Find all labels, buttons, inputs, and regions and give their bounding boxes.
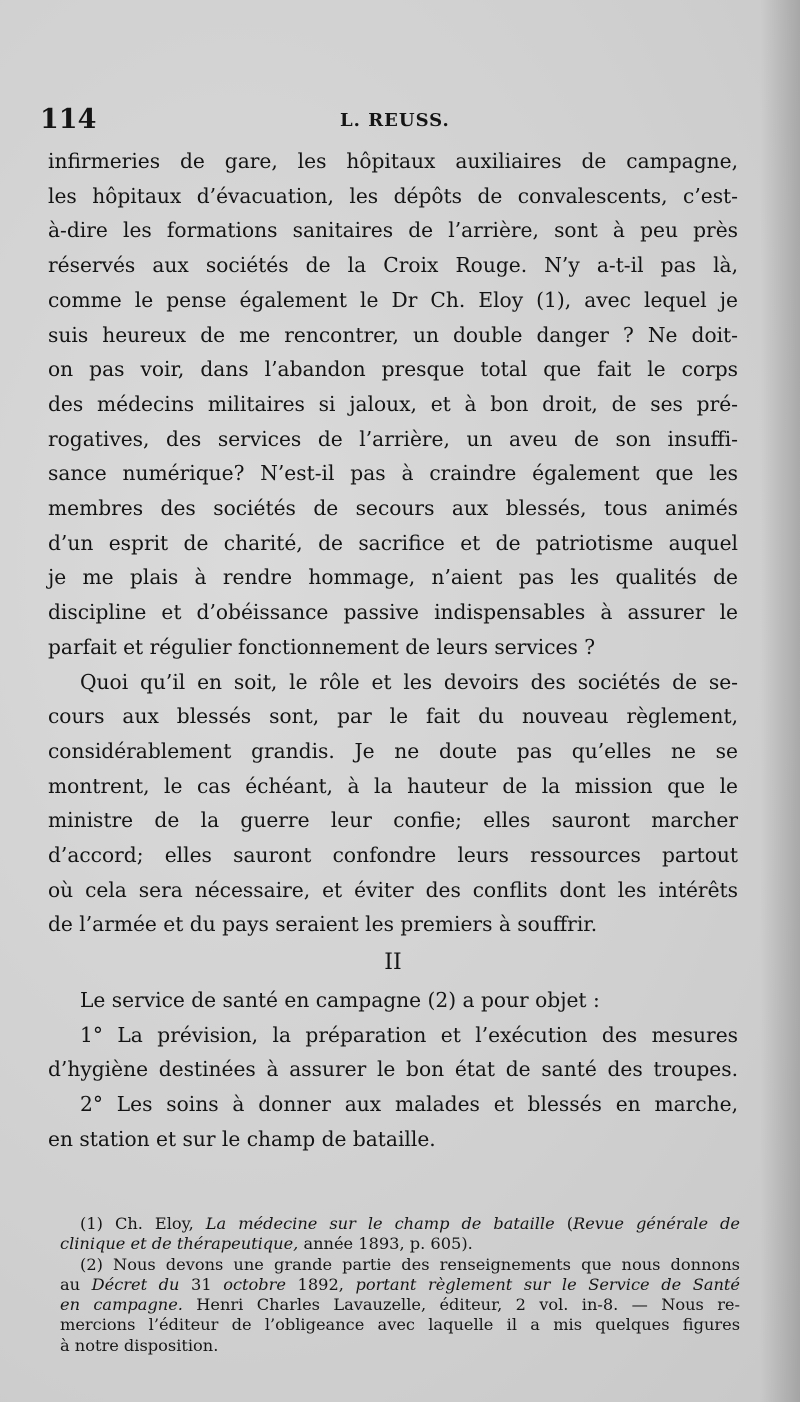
text-line: membres des sociétés de secours aux blessés, tous animés	[48, 496, 738, 521]
list-item-line: 1° La prévision, la préparation et l’exécution des mesures	[80, 1022, 738, 1047]
text-line: ministre de la guerre leur confie; elles sauront marcher	[48, 808, 738, 833]
text-line: montrent, le cas échéant, à la hauteur de la mission que le	[48, 773, 738, 798]
text-line: des médecins militaires si jaloux, et à bon droit, de ses pré-	[48, 391, 738, 416]
text-line: infirmeries de gare, les hôpitaux auxiliaires de campagne,	[48, 149, 738, 173]
text-line: d’un esprit de charité, de sacrifice et de patriotisme auquel	[48, 530, 738, 555]
footnote-italic-title: portant règlement sur le Service de Santé	[355, 1274, 740, 1294]
footnote-italic-title: Revue générale de	[573, 1214, 740, 1233]
text-line: discipline et d’obéissance passive indispensables à assurer le	[48, 600, 738, 625]
footnote-italic-title: clinique et de thérapeutique,	[60, 1234, 299, 1254]
footnote-2-line	[60, 1295, 740, 1315]
footnote-italic-title: Décret du	[91, 1274, 180, 1294]
footnote-italic-title: en campagne.	[60, 1295, 183, 1315]
text-line: à-dire les formations sanitaires de l’arrière, sont à peu près	[48, 218, 738, 243]
text-line: je me plais à rendre hommage, n’aient pas les qualités de	[48, 565, 738, 590]
text-line: sance numérique? N’est-il pas à craindre également que les	[48, 461, 738, 486]
footnote-text: (	[554, 1214, 574, 1233]
footnote-1-line	[60, 1214, 740, 1234]
text-line: cours aux blessés sont, par le fait du nouveau règlement,	[48, 704, 738, 729]
body-text	[48, 144, 738, 1156]
footnote-2-line	[60, 1275, 740, 1295]
text-line: suis heureux de me rencontrer, un double danger ? Ne doit-	[48, 322, 738, 347]
text-line: d’accord; elles sauront confondre leurs ressources partout	[48, 843, 738, 868]
footnote-text: année 1893, p. 605).	[298, 1234, 473, 1254]
footnote-italic-title: La médecine sur le champ de bataille	[205, 1214, 555, 1233]
text-line: rogatives, des services de l’arrière, un aveu de son insuffi-	[48, 426, 738, 451]
text-line: parfait et régulier fonctionnement de leurs services ?	[48, 634, 596, 659]
footnote-text: (1) Ch. Eloy,	[80, 1214, 206, 1233]
section-heading: II	[384, 950, 402, 976]
footnote-1-line	[60, 1234, 740, 1254]
footnote-text: 1892,	[285, 1274, 356, 1294]
footnote-text: Henri Charles Lavauzelle, éditeur, 2 vol. in-8. — Nous re-	[182, 1295, 740, 1315]
page-edge-shadow	[760, 0, 800, 1402]
footnote-2-line: (2) Nous devons une grande partie des renseignements que nous donnons	[80, 1254, 740, 1274]
text-line: les hôpitaux d’évacuation, les dépôts de convalescents, c’est-	[48, 183, 738, 208]
paragraph-start-line: Le service de santé en campagne (2) a pour objet :	[80, 987, 600, 1012]
paragraph-start-line: Quoi qu’il en soit, le rôle et les devoirs des sociétés de se-	[80, 669, 738, 694]
footnote-2-line: mercions l’éditeur de l’obligeance avec laquelle il a mis quelques figures	[60, 1315, 740, 1335]
text-line: considérablement grandis. Je ne doute pas qu’elles ne se	[48, 738, 738, 763]
footnote-text: 31	[179, 1274, 224, 1294]
list-item-line: 2° Les soins à donner aux malades et blessés en marche,	[80, 1091, 738, 1116]
footnote-italic-title: octobre	[223, 1274, 286, 1294]
page-number: 114	[40, 104, 97, 135]
footnotes	[60, 1214, 740, 1356]
text-line: de l’armée et du pays seraient les premiers à souffrir.	[48, 912, 598, 937]
text-line: comme le pense également le Dr Ch. Eloy (1), avec lequel je	[48, 287, 738, 312]
footnote-text: au	[60, 1274, 92, 1294]
running-head: L. REUSS.	[340, 110, 450, 131]
text-line: où cela sera nécessaire, et éviter des conflits dont les intérêts	[48, 877, 738, 902]
text-line: on pas voir, dans l’abandon presque total que fait le corps	[48, 357, 738, 382]
text-line: réservés aux sociétés de la Croix Rouge. N’y a-t-il pas là,	[48, 253, 738, 278]
text-line: en station et sur le champ de bataille.	[48, 1126, 436, 1151]
footnote-2-line: à notre disposition.	[60, 1335, 219, 1355]
page-header	[40, 104, 740, 140]
text-line: d’hygiène destinées à assurer le bon état de santé des troupes.	[48, 1057, 738, 1082]
